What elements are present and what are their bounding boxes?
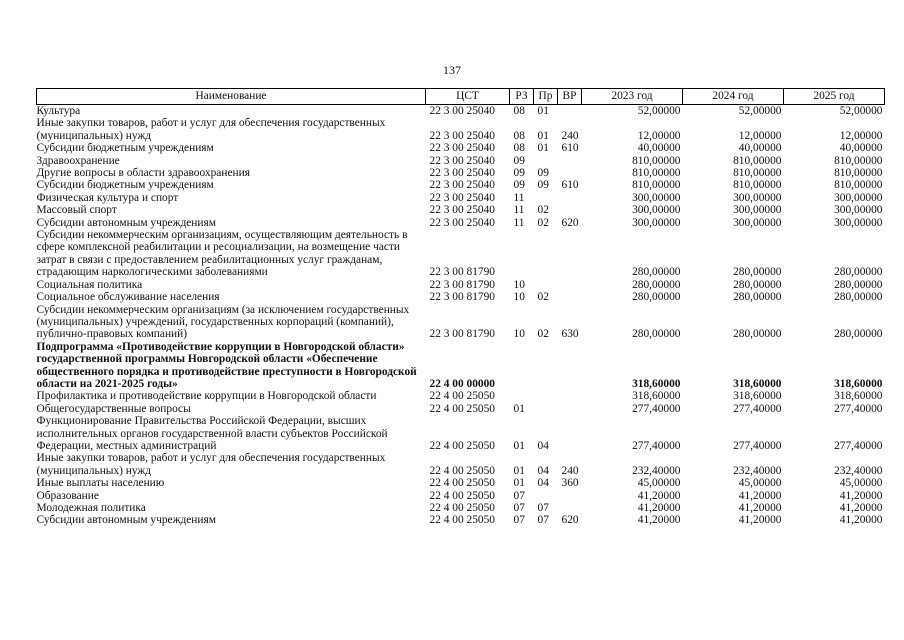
row-value-2024: 232,40000 (733, 464, 782, 477)
row-name: Социальная политика (36, 278, 143, 291)
row-value-2023: 232,40000 (632, 464, 681, 477)
row-rz: 09 (513, 179, 525, 192)
row-value-2024: 277,40000 (733, 439, 782, 452)
row-rz: 07 (513, 514, 525, 527)
row-vr (558, 204, 582, 216)
row-vr: 240 (561, 464, 579, 477)
row-vr (558, 415, 582, 452)
row-pr (534, 390, 558, 402)
row-value-2023: 45,00000 (637, 477, 681, 490)
row-cst: 22 3 00 81790 (429, 278, 495, 291)
row-pr (534, 155, 558, 167)
row-value-2024: 300,00000 (733, 216, 782, 229)
row-value-2025: 318,60000 (834, 377, 883, 390)
header-name: Наименование (37, 89, 426, 105)
row-pr: 04 (537, 477, 549, 490)
row-value-2024: 810,00000 (733, 167, 782, 180)
row-pr: 01 (537, 142, 549, 155)
row-value-2024: 280,00000 (733, 291, 782, 304)
row-vr: 610 (561, 179, 579, 192)
row-value-2024: 41,20000 (738, 514, 782, 527)
row-pr: 09 (537, 179, 549, 192)
table-row (37, 204, 885, 216)
table-row (37, 477, 885, 489)
row-cst: 22 4 00 25050 (429, 477, 495, 490)
row-value-2023: 41,20000 (637, 489, 681, 502)
row-pr: 01 (537, 105, 549, 117)
row-value-2023: 12,00000 (637, 129, 681, 142)
table-row (37, 217, 885, 229)
row-rz: 11 (513, 204, 525, 217)
table-row (37, 291, 885, 303)
row-vr (558, 502, 582, 514)
row-cst: 22 4 00 25050 (429, 402, 495, 415)
row-value-2025: 280,00000 (834, 266, 883, 279)
row-value-2025: 280,00000 (834, 328, 883, 341)
row-value-2024: 810,00000 (733, 179, 782, 192)
table-row (37, 390, 885, 402)
table-row (37, 167, 885, 179)
row-value-2023: 280,00000 (632, 328, 681, 341)
row-pr (534, 403, 558, 415)
row-value-2024: 810,00000 (733, 154, 782, 167)
row-name: Иные закупки товаров, работ и услуг для обеспечения государственных (муниципальных) нужд (36, 117, 386, 142)
budget-table (36, 88, 885, 527)
row-value-2023: 300,00000 (632, 216, 681, 229)
row-value-2023: 810,00000 (632, 154, 681, 167)
row-rz: 01 (513, 477, 525, 490)
header-vr: ВР (558, 89, 582, 105)
row-rz: 01 (513, 402, 525, 415)
row-vr (558, 167, 582, 179)
row-name: Субсидии автономным учреждениям (36, 216, 216, 229)
row-pr: 02 (537, 216, 549, 229)
row-rz: 10 (513, 328, 525, 341)
row-vr (558, 229, 582, 279)
row-cst: 22 4 00 25050 (429, 502, 495, 514)
row-value-2023: 318,60000 (632, 390, 681, 403)
header-pr: Пр (534, 89, 558, 105)
table-row (37, 192, 885, 204)
row-cst: 22 3 00 25040 (429, 167, 495, 180)
row-value-2023: 41,20000 (637, 514, 681, 527)
row-value-2024: 300,00000 (733, 204, 782, 217)
table-row (37, 403, 885, 415)
row-value-2023: 41,20000 (637, 502, 681, 514)
row-value-2025: 41,20000 (839, 502, 883, 514)
row-cst: 22 4 00 25050 (429, 439, 495, 452)
row-rz: 10 (513, 278, 525, 291)
row-cst: 22 3 00 25040 (429, 216, 495, 229)
row-value-2025: 280,00000 (834, 291, 883, 304)
row-pr: 04 (537, 439, 549, 452)
row-rz: 07 (513, 502, 525, 514)
row-value-2025: 300,00000 (834, 204, 883, 217)
row-cst: 22 4 00 00000 (429, 377, 495, 390)
row-cst: 22 4 00 25050 (429, 464, 495, 477)
row-pr (534, 490, 558, 502)
row-value-2024: 280,00000 (733, 328, 782, 341)
row-pr: 02 (537, 291, 549, 304)
row-vr (558, 403, 582, 415)
row-pr (534, 192, 558, 204)
row-value-2025: 41,20000 (839, 489, 883, 502)
row-pr: 02 (537, 204, 549, 217)
row-value-2025: 300,00000 (834, 216, 883, 229)
row-name: Профилактика и противодействие коррупции в Новгородской области (36, 390, 377, 403)
row-value-2023: 318,60000 (632, 377, 681, 390)
row-vr (558, 490, 582, 502)
row-rz (510, 341, 534, 391)
row-value-2024: 277,40000 (733, 402, 782, 415)
row-cst: 22 3 00 25040 (429, 129, 495, 142)
row-name: Физическая культура и спорт (36, 191, 179, 204)
row-cst: 22 3 00 81790 (429, 291, 495, 304)
row-value-2024: 300,00000 (733, 191, 782, 204)
row-value-2025: 277,40000 (834, 402, 883, 415)
row-value-2023: 280,00000 (632, 278, 681, 291)
row-name: Другие вопросы в области здравоохранения (36, 167, 250, 180)
row-pr: 07 (537, 514, 549, 527)
row-value-2023: 277,40000 (632, 439, 681, 452)
row-vr: 620 (561, 514, 579, 527)
header-2025: 2025 год (784, 89, 885, 105)
row-vr: 240 (561, 129, 579, 142)
row-vr (558, 291, 582, 303)
row-name: Иные закупки товаров, работ и услуг для обеспечения государственных (муниципальных) нужд (36, 452, 386, 477)
row-cst: 22 3 00 25040 (429, 142, 495, 155)
row-vr (558, 279, 582, 291)
row-value-2024: 52,00000 (738, 105, 782, 117)
row-value-2024: 280,00000 (733, 278, 782, 291)
row-pr: 01 (537, 129, 549, 142)
row-value-2025: 12,00000 (839, 129, 883, 142)
table-row (37, 105, 885, 118)
row-name: Образование (36, 489, 99, 502)
table-row (37, 117, 885, 142)
row-value-2025: 45,00000 (839, 477, 883, 490)
table-row (37, 452, 885, 477)
row-name: Субсидии бюджетным учреждениям (36, 179, 214, 192)
row-cst: 22 3 00 25040 (429, 191, 495, 204)
row-pr (534, 341, 558, 391)
row-rz: 01 (513, 464, 525, 477)
table-row (37, 304, 885, 341)
row-vr (558, 390, 582, 402)
row-value-2023: 40,00000 (637, 142, 681, 155)
row-name: Иные выплаты населению (36, 477, 165, 490)
row-value-2023: 810,00000 (632, 179, 681, 192)
row-value-2024: 41,20000 (738, 502, 782, 514)
row-value-2025: 232,40000 (834, 464, 883, 477)
row-value-2025: 810,00000 (834, 179, 883, 192)
row-pr (534, 229, 558, 279)
row-cst: 22 4 00 25050 (429, 390, 495, 403)
row-pr (534, 279, 558, 291)
row-cst: 22 4 00 25050 (429, 514, 495, 527)
row-name: Субсидии некоммерческим организациям (за исключением государственных (муниципальных) учреждений, государственных корпораций (компаний), публично-правовых компаний) (36, 303, 410, 341)
table-row (37, 415, 885, 452)
row-cst: 22 3 00 81790 (429, 328, 495, 341)
header-2023: 2023 год (582, 89, 683, 105)
header-2024: 2024 год (683, 89, 784, 105)
row-cst: 22 3 00 25040 (429, 204, 495, 217)
row-value-2023: 300,00000 (632, 204, 681, 217)
row-rz: 09 (513, 154, 525, 167)
table-row (37, 179, 885, 191)
row-name: Субсидии автономным учреждениям (36, 514, 216, 527)
row-value-2023: 280,00000 (632, 266, 681, 279)
row-value-2024: 318,60000 (733, 377, 782, 390)
row-cst: 22 4 00 25050 (429, 489, 495, 502)
row-name: Субсидии некоммерческим организациям, осуществляющим деятельность в сфере комплексной реабилитации и ресоциализации, на возмещение части затрат в связи с предоставлением реабилитационных услуг гражданам, страдающим наркологическими заболеваниями (36, 229, 408, 279)
row-rz: 10 (513, 291, 525, 304)
row-value-2023: 52,00000 (637, 105, 681, 117)
row-name: Здравоохранение (36, 154, 120, 167)
row-value-2023: 277,40000 (632, 402, 681, 415)
row-value-2024: 12,00000 (738, 129, 782, 142)
row-cst: 22 3 00 25040 (429, 105, 495, 117)
row-value-2024: 318,60000 (733, 390, 782, 403)
row-pr: 02 (537, 328, 549, 341)
row-rz: 08 (513, 129, 525, 142)
row-rz: 11 (513, 191, 525, 204)
row-value-2023: 280,00000 (632, 291, 681, 304)
row-value-2023: 300,00000 (632, 191, 681, 204)
row-rz: 09 (513, 167, 525, 180)
row-rz: 08 (513, 142, 525, 155)
table-row (37, 514, 885, 526)
row-value-2025: 52,00000 (839, 105, 883, 117)
row-vr: 620 (561, 216, 579, 229)
row-value-2024: 45,00000 (738, 477, 782, 490)
table-row (37, 155, 885, 167)
table-body (37, 105, 885, 527)
row-value-2025: 280,00000 (834, 278, 883, 291)
row-rz: 01 (513, 439, 525, 452)
row-rz (510, 229, 534, 279)
row-vr: 630 (561, 328, 579, 341)
row-vr (558, 155, 582, 167)
row-name: Культура (36, 105, 81, 117)
row-pr: 07 (537, 502, 549, 514)
row-value-2025: 277,40000 (834, 439, 883, 452)
row-name: Массовый спорт (36, 204, 117, 217)
row-name: Функционирование Правительства Российской Федерации, высших исполнительных органов государственной власти субъектов Российской Федерации, местных администраций (36, 415, 388, 452)
table-row (37, 341, 885, 391)
row-value-2024: 41,20000 (738, 489, 782, 502)
row-rz: 08 (513, 105, 525, 117)
row-pr: 04 (537, 464, 549, 477)
row-cst: 22 3 00 81790 (429, 266, 495, 279)
row-name: Социальное обслуживание населения (36, 291, 220, 304)
table-row (37, 490, 885, 502)
row-rz: 07 (513, 489, 525, 502)
row-value-2025: 810,00000 (834, 154, 883, 167)
table-row (37, 279, 885, 291)
page-number: 137 (443, 63, 461, 77)
row-value-2024: 40,00000 (738, 142, 782, 155)
row-rz: 11 (513, 216, 525, 229)
table-row (37, 142, 885, 154)
row-cst: 22 3 00 25040 (429, 154, 495, 167)
row-vr (558, 192, 582, 204)
row-cst: 22 3 00 25040 (429, 179, 495, 192)
row-name: Субсидии бюджетным учреждениям (36, 142, 214, 155)
row-pr: 09 (537, 167, 549, 180)
row-vr: 360 (561, 477, 579, 490)
row-value-2025: 318,60000 (834, 390, 883, 403)
header-cst: ЦСТ (426, 89, 510, 105)
row-rz (510, 390, 534, 402)
row-vr: 610 (561, 142, 579, 155)
table-row (37, 502, 885, 514)
row-name: Подпрограмма «Противодействие коррупции в Новгородской области» государственной программы Новгородской области «Обеспечение общественного порядка и противодействие преступности в Новгородской области на 2021-2025 годы» (36, 340, 417, 390)
row-value-2025: 41,20000 (839, 514, 883, 527)
row-value-2025: 810,00000 (834, 167, 883, 180)
table-row (37, 229, 885, 279)
row-value-2025: 300,00000 (834, 191, 883, 204)
row-vr (558, 105, 582, 118)
row-value-2024: 280,00000 (733, 266, 782, 279)
row-name: Общегосударственные вопросы (36, 402, 191, 415)
table-header-row (37, 89, 885, 105)
row-value-2023: 810,00000 (632, 167, 681, 180)
header-rz: РЗ (510, 89, 534, 105)
row-vr (558, 341, 582, 391)
row-value-2025: 40,00000 (839, 142, 883, 155)
row-name: Молодежная политика (36, 502, 146, 514)
